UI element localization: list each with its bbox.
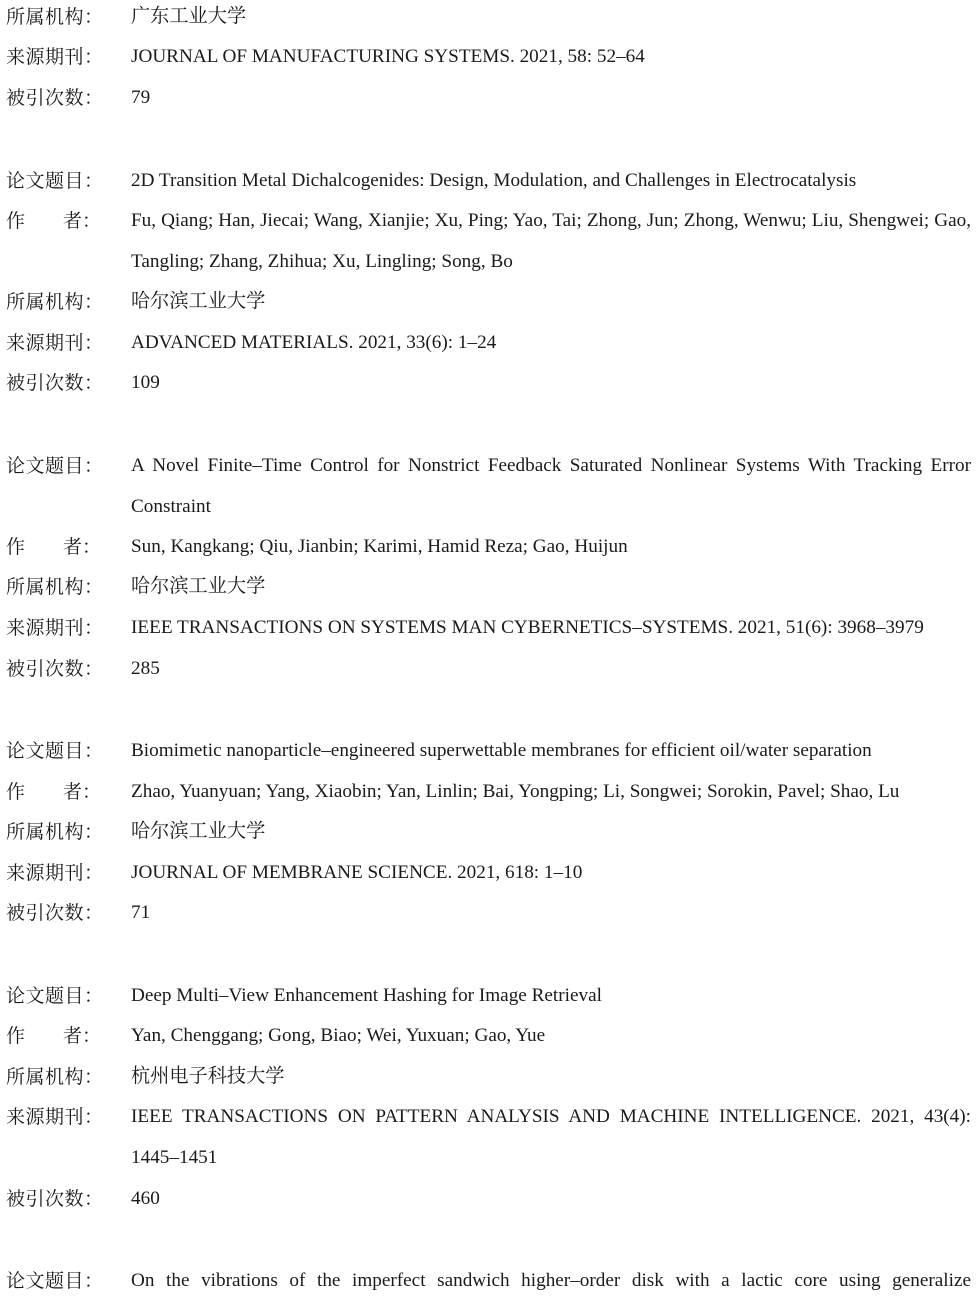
citations-value: 460 <box>131 1188 160 1209</box>
journal-label: 来源期刊： <box>6 1106 104 1128</box>
paper-title: On the vibrations of the imperfect sandwich higher–order disk with a lactic core using generalize <box>131 1270 971 1291</box>
journal-value: ADVANCED MATERIALS. 2021, 33(6): 1–24 <box>131 332 497 353</box>
paper-title: 2D Transition Metal Dichalcogenides: Design, Modulation, and Challenges in Electrocatalysis <box>131 170 857 191</box>
authors-value: Sun, Kangkang; Qiu, Jianbin; Karimi, Hamid Reza; Gao, Huijun <box>131 536 628 557</box>
authors-value: Fu, Qiang; Han, Jiecai; Wang, Xianjie; Xu, Ping; Yao, Tai; Zhong, Jun; Zhong, Wenwu; Liu, Shengwei; Gao, Tangling; Zhang, Zhihua; Xu, Lingling; Song, Bo <box>131 210 971 272</box>
journal-label: 来源期刊： <box>6 862 104 884</box>
journal-label: 来源期刊： <box>6 332 104 354</box>
affiliation-label: 所属机构： <box>6 1066 104 1088</box>
journal-value: IEEE TRANSACTIONS ON PATTERN ANALYSIS AND MACHINE INTELLIGENCE. 2021, 43(4): 1445–1451 <box>131 1106 971 1168</box>
journal-label: 来源期刊： <box>6 46 104 68</box>
affiliation-label: 所属机构： <box>6 291 104 313</box>
authors-label: 作 者： <box>6 781 102 803</box>
journal-value: JOURNAL OF MANUFACTURING SYSTEMS. 2021, 58: 52–64 <box>131 46 645 67</box>
title-label: 论文题目： <box>6 170 104 192</box>
authors-label: 作 者： <box>6 536 102 558</box>
journal-value: IEEE TRANSACTIONS ON SYSTEMS MAN CYBERNETICS–SYSTEMS. 2021, 51(6): 3968–3979 <box>131 617 924 638</box>
affiliation-value: 广东工业大学 <box>131 6 247 27</box>
authors-value: Zhao, Yuanyuan; Yang, Xiaobin; Yan, Linlin; Bai, Yongping; Li, Songwei; Sorokin, Pavel; Shao, Lu <box>131 781 900 802</box>
citations-value: 71 <box>131 902 151 923</box>
authors-label: 作 者： <box>6 1025 102 1047</box>
citations-label: 被引次数： <box>6 372 104 394</box>
paper-title: Biomimetic nanoparticle–engineered superwettable membranes for efficient oil/water separation <box>131 740 872 761</box>
affiliation-value: 杭州电子科技大学 <box>131 1066 285 1087</box>
affiliation-value: 哈尔滨工业大学 <box>131 821 266 842</box>
journal-label: 来源期刊： <box>6 617 104 639</box>
paper-title: Deep Multi–View Enhancement Hashing for Image Retrieval <box>131 985 602 1006</box>
authors-label: 作 者： <box>6 210 102 232</box>
affiliation-label: 所属机构： <box>6 576 104 598</box>
affiliation-value: 哈尔滨工业大学 <box>131 576 266 597</box>
citations-label: 被引次数： <box>6 87 104 109</box>
affiliation-label: 所属机构： <box>6 821 104 843</box>
citations-value: 79 <box>131 87 151 108</box>
title-label: 论文题目： <box>6 455 104 477</box>
paper-title: A Novel Finite–Time Control for Nonstrict Feedback Saturated Nonlinear Systems With Tracking Error Constraint <box>131 455 971 517</box>
citations-value: 109 <box>131 372 160 393</box>
authors-value: Yan, Chenggang; Gong, Biao; Wei, Yuxuan; Gao, Yue <box>131 1025 546 1046</box>
title-label: 论文题目： <box>6 1270 104 1292</box>
journal-value: JOURNAL OF MEMBRANE SCIENCE. 2021, 618: 1–10 <box>131 862 583 883</box>
title-label: 论文题目： <box>6 985 104 1007</box>
citations-label: 被引次数： <box>6 658 104 680</box>
citations-label: 被引次数： <box>6 1188 104 1210</box>
citations-label: 被引次数： <box>6 902 104 924</box>
title-label: 论文题目： <box>6 740 104 762</box>
affiliation-label: 所属机构： <box>6 6 104 28</box>
affiliation-value: 哈尔滨工业大学 <box>131 291 266 312</box>
citations-value: 285 <box>131 658 160 679</box>
